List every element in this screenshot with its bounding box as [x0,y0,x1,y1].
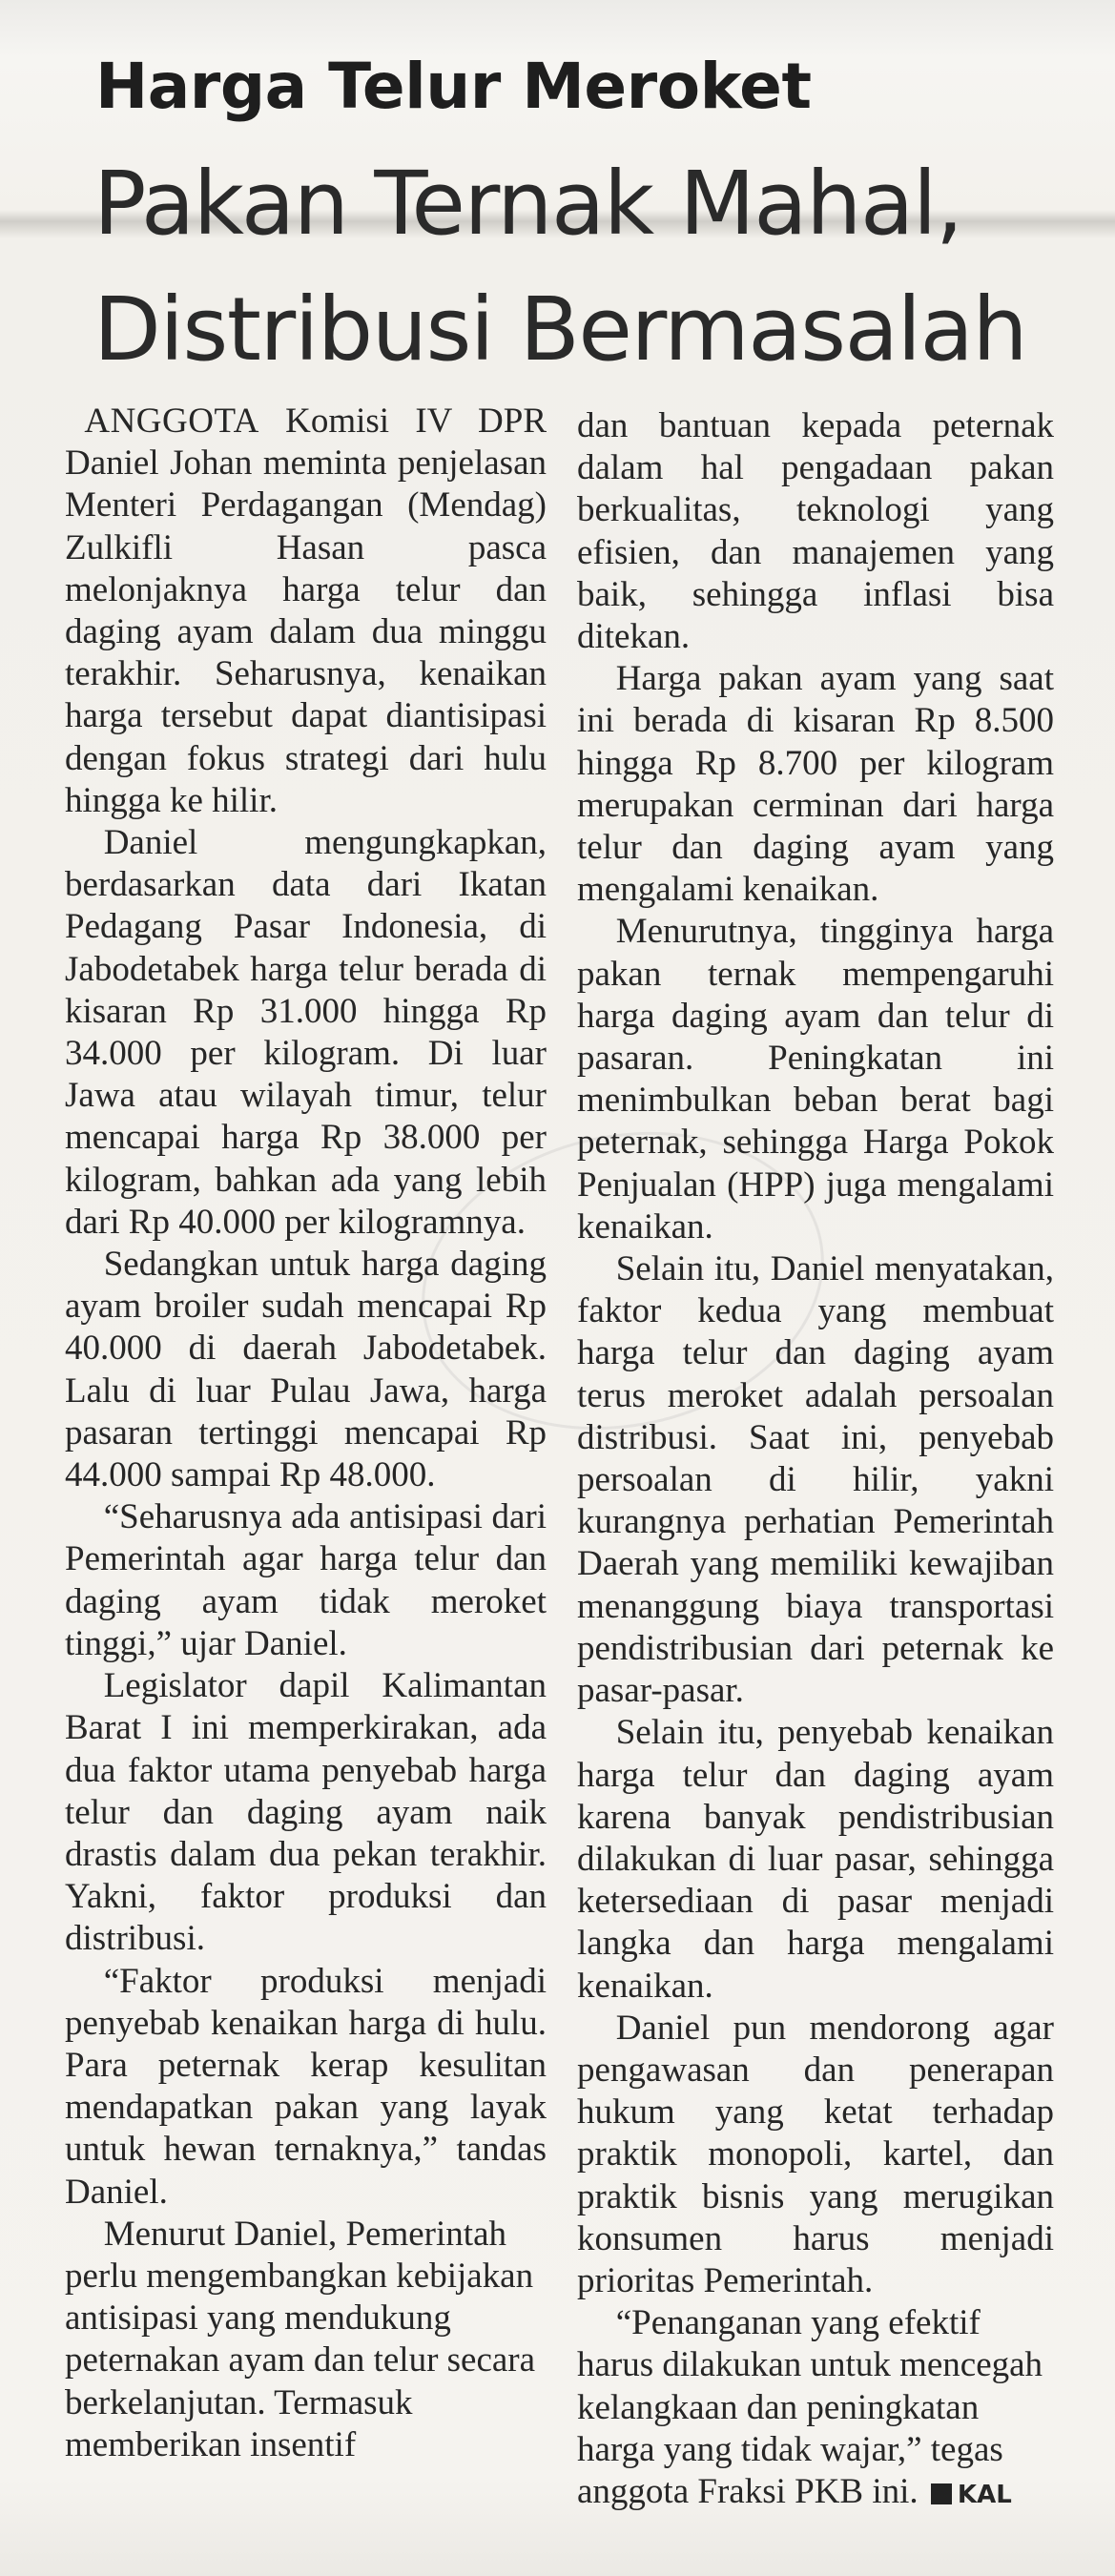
paragraph: Menurutnya, tingginya harga pakan ternak mempengaruhi harga daging ayam dan telur di pasaran. Peningkatan ini menimbulkan beban berat bagi peternak, sehingga Harga Pokok Penjualan (HPP) juga mengalami kenaikan. [577,912,1054,1247]
paragraph: Daniel mengungkapkan, berdasarkan data dari Ikatan Pedagang Pasar Indonesia, di Jabodetabek harga telur berada di kisaran Rp 31.000 hingga Rp 34.000 per kilogram. Di luar Jawa atau wilayah timur, telur mencapai harga Rp 38.000 per kilogram, bahkan ada yang lebih dari Rp 40.000 per kilogramnya. [65,823,547,1242]
end-mark-icon [931,2483,952,2504]
article-column-left [65,401,547,2466]
paragraph: “Faktor produksi menjadi penyebab kenaikan harga di hulu. Para peternak kerap kesulitan mendapatkan pakan yang layak untuk hewan ternaknya,” tandas Daniel. [65,1961,547,2212]
article-headline [93,141,1095,393]
headline-line-1: Pakan Ternak Mahal, [93,153,962,255]
paragraph: Sedangkan untuk harga daging ayam broiler sudah mencapai Rp 40.000 di daerah Jabodetabek. Lalu di luar Pulau Jawa, harga pasaran tertinggi mencapai Rp 44.000 sampai Rp 48.000. [65,1245,547,1495]
headline-line-2: Distribusi Bermasalah [93,278,1027,381]
paragraph: Harga pakan ayam yang saat ini berada di kisaran Rp 8.500 hingga Rp 8.700 per kilogram merupakan cerminan dari harga telur dan daging ayam yang mengalami kenaikan. [577,659,1054,910]
paragraph: Selain itu, penyebab kenaikan harga telur dan daging ayam karena banyak pendistribusian dilakukan di luar pasar, sehingga ketersediaan di pasar menjadi langka dan harga mengalami kenaikan. [577,1713,1054,2006]
paragraph [577,2302,1054,2516]
opening-caps: ANGGOTA [84,402,259,441]
paragraph: Daniel pun mendorong agar pengawasan dan penerapan hukum yang ketat terhadap praktik monopoli, kartel, dan praktik bisnis yang merugikan konsumen harus menjadi prioritas Pemerintah. [577,2008,1054,2300]
paragraph: Menurut Daniel, Pemerintah perlu mengembangkan kebijakan antisipasi yang mendukung peternakan ayam dan telur secara berkelanjutan. Termasuk memberikan insentif [65,2214,536,2464]
paragraph: “Seharusnya ada antisipasi dari Pemerintah agar harga telur dan daging ayam tidak meroket tinggi,” ujar Daniel. [65,1497,547,1663]
paragraph: Selain itu, Daniel menyatakan, faktor kedua yang membuat harga telur dan daging ayam terus meroket adalah persoalan distribusi. Saat ini, penyebab persoalan di hilir, yakni kurangnya perhatian Pemerintah Daerah yang memiliki kewajiban menanggung biaya transportasi pendistribusian dari peternak ke pasar-pasar. [577,1249,1054,1711]
article-column-right [577,405,1054,2516]
byline: KAL [957,2480,1012,2509]
paragraph: Legislator dapil Kalimantan Barat I ini memperkirakan, ada dua faktor utama penyebab harga telur dan daging ayam naik drastis dalam dua pekan terakhir. Yakni, faktor produksi dan distribusi. [65,1666,547,1959]
paragraph: dan bantuan kepada peternak dalam hal pengadaan pakan berkualitas, teknologi yang efisien, dan manajemen yang baik, sehingga inflasi bisa ditekan. [577,406,1054,657]
article-kicker: Harga Telur Meroket [95,50,812,123]
paragraph-text: “Penanganan yang efektif harus dilakukan untuk mencegah kelangkaan dan peningkatan harga yang tidak wajar,” tegas anggota Fraksi PKB ini. [577,2303,1043,2511]
paragraph [65,401,547,822]
paragraph-text: Komisi IV DPR Daniel Johan meminta penjelasan Menteri Perdagangan (Mendag) Zulkifli Hasan pasca melonjaknya harga telur dan daging ayam dalam dua minggu terakhir. Seharusnya, kenaikan harga tersebut dapat diantisipasi dengan fokus strategi dari hulu hingga ke hilir. [65,402,547,820]
